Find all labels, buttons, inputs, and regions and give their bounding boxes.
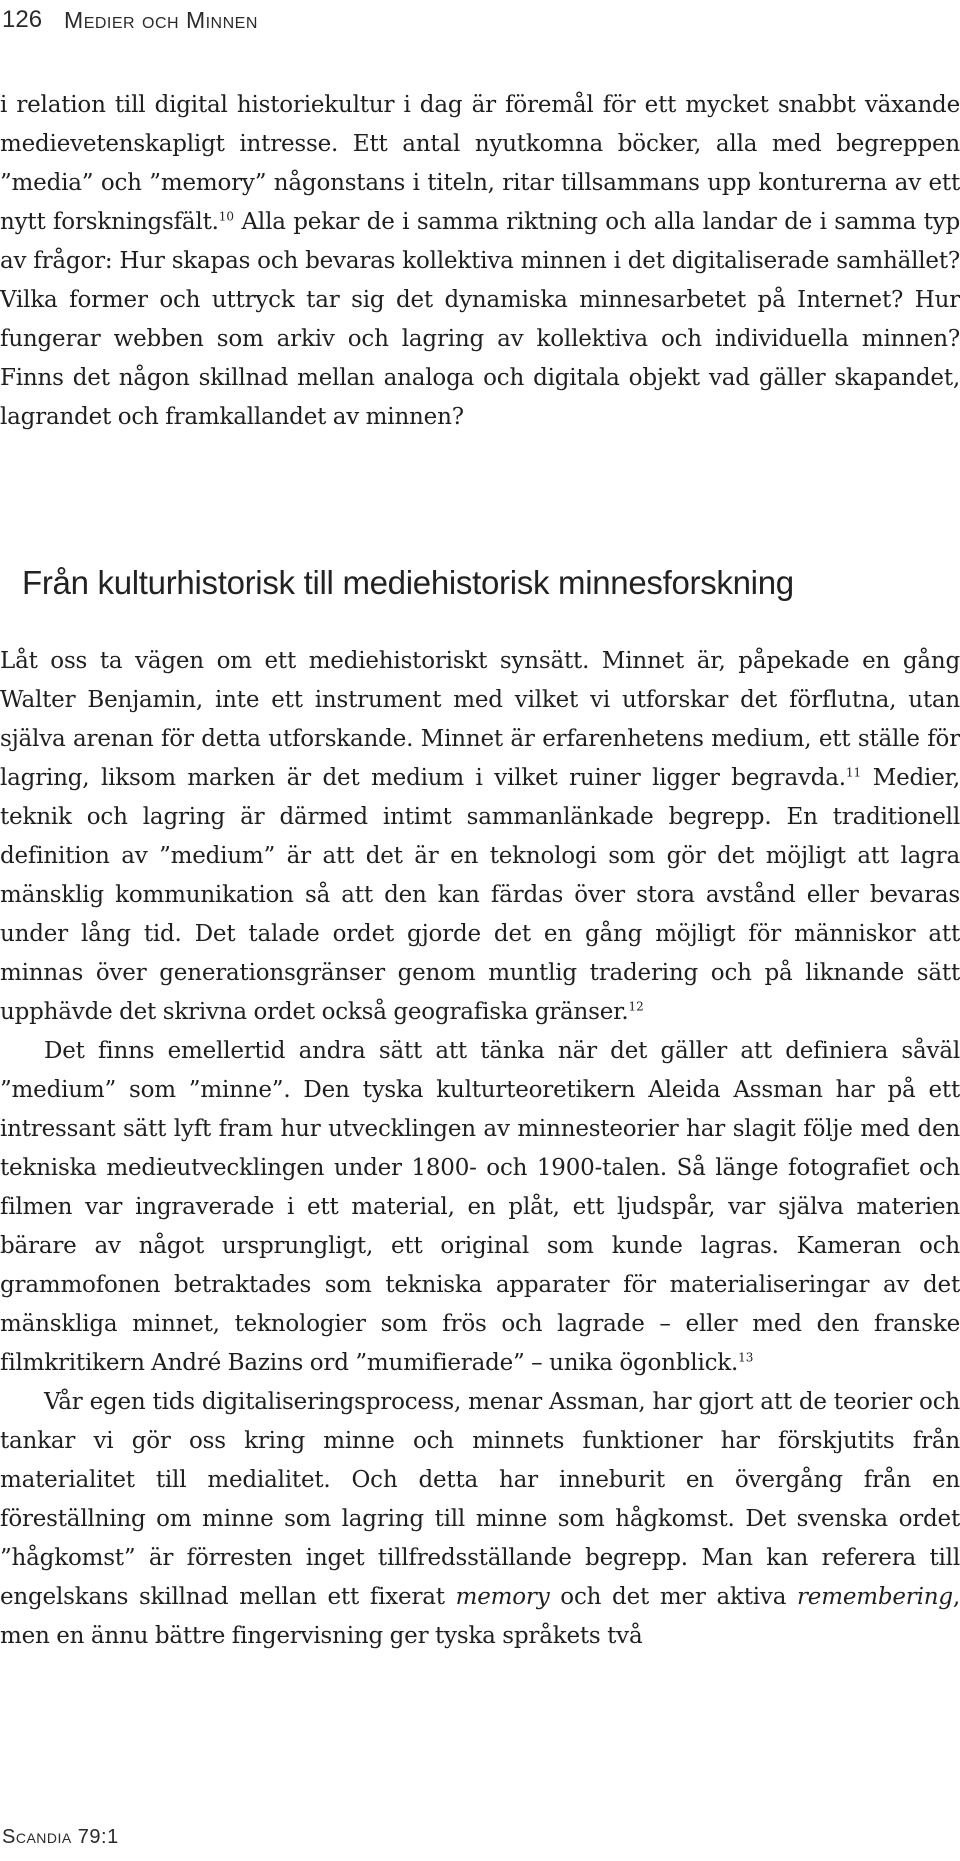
paragraph-text: Vår egen tids digitaliseringsprocess, menar Assman, har gjort att de teorier och tankar vi gör oss kring minne och minnets funktioner har förskjutits från materialitet till medialitet. Och detta har inneburit en övergång från en föreställning om minne som lagring till minne som hågkomst. Det svenska ordet ”hågkomst” är förresten inget tillfredsställande begrepp. Man kan referera till engelskans skillnad mellan ett fixerat bbox=[0, 1389, 960, 1610]
paragraph-text: Medier, teknik och lagring är därmed intimt sammanlänkade begrepp. En traditionell definition av ”medium” är att det är en teknologi som gör det möjligt att lagra mänsklig kommunikation så att den kan färdas över stora avstånd eller bevaras under lång tid. Det talade ordet gjorde det en gång möjligt för människor att minnas över generationsgränser genom muntlig tradering och på liknande sätt upphävde det skrivna ordet också geografiska gränser. bbox=[0, 765, 960, 1025]
paragraph-text: Det finns emellertid andra sätt att tänka när det gäller att definiera såväl ”medium” som ”minne”. Den tyska kulturteoretikern Aleida Assman har på ett intressant sätt lyft fram hur utvecklingen av minnesteorier har slagit följe med den tekniska medieutvecklingen under 1800- och 1900-talen. Så länge fotografiet och filmen var ingraverade i ett material, en plåt, ett ljudspår, var själva materien bärare av något ursprungligt, ett original som kunde lagras. Kameran och grammofonen betraktades som tekniska apparater för materialiseringar av det mänskliga minnet, teknologier som frös och lagrade – eller med den franske filmkritikern André Bazins ord ”mumifierade” – unika ögonblick. bbox=[0, 1038, 960, 1376]
section-heading: Från kulturhistorisk till mediehistorisk minnesforskning bbox=[22, 564, 794, 601]
paragraph-text: Låt oss ta vägen om ett mediehistoriskt synsätt. Minnet är, påpekade en gång Walter Benjamin, inte ett instrument med vilket vi utforskar det förflutna, utan själva arenan för detta utforskande. Minnet är erfarenhetens medium, ett ställe för lagring, liksom marken är det medium i vilket ruiner ligger begravda. bbox=[0, 648, 960, 791]
text-block-section bbox=[0, 642, 960, 1656]
footnote-ref-10[interactable]: 10 bbox=[218, 209, 235, 224]
footnote-ref-11[interactable]: 11 bbox=[845, 765, 862, 780]
term-memory: memory bbox=[455, 1584, 550, 1610]
page-number: 126 bbox=[2, 6, 43, 33]
text-block-intro bbox=[0, 86, 960, 437]
running-title: Medier och Minnen bbox=[64, 6, 258, 33]
paragraph-text: och det mer aktiva bbox=[549, 1584, 798, 1610]
paragraph-text: i relation till digital historiekultur i dag är föremål för ett mycket snabbt växande medievetenskapligt intresse. Ett antal nyutkomna böcker, alla med begreppen ”media” och ”memory” någonstans i titeln, ritar tillsammans upp konturerna av ett nytt forskningsfält. bbox=[0, 92, 960, 235]
paragraph-digitalisering bbox=[0, 1383, 960, 1656]
paragraph-text: , men en ännu bättre fingervisning ger tyska språkets två bbox=[0, 1584, 960, 1649]
running-header bbox=[2, 0, 258, 40]
paragraph-text: Alla pekar de i samma riktning och alla landar de i samma typ av frågor: Hur skapas och bevaras kollektiva minnen i det digitaliserade samhället? Vilka former och uttryck tar sig det dynamiska minnesarbetet på Internet? Hur fungerar webben som arkiv och lagring av kollektiva och individuella minnen? Finns det någon skillnad mellan analoga och digitala objekt vad gäller skapandet, lagrandet och framkallandet av minnen? bbox=[0, 209, 960, 430]
footnote-ref-13[interactable]: 13 bbox=[738, 1350, 754, 1365]
paragraph-intro bbox=[0, 86, 960, 437]
paragraph-assman bbox=[0, 1032, 960, 1383]
running-footer: Scandia 79:1 bbox=[2, 1826, 119, 1848]
paragraph-benjamin bbox=[0, 642, 960, 1032]
footnote-ref-12[interactable]: 12 bbox=[628, 999, 644, 1014]
term-remembering: remembering bbox=[797, 1584, 953, 1610]
